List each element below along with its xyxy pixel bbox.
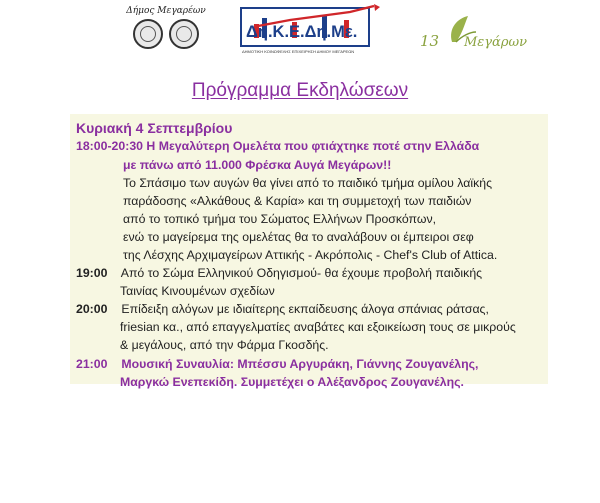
event-time: 20:00 xyxy=(76,302,108,316)
event-description: παράδοσης «Αλκάθους & Καρία» και τη συμμετοχή των παιδιών xyxy=(123,194,472,208)
dkedime-logo xyxy=(240,4,382,56)
municipality-caption: Δήμος Μεγαρέων xyxy=(126,6,206,16)
event-description: Ταινίας Κινουμένων σχεδίων xyxy=(120,284,275,298)
seal-icon xyxy=(169,19,199,49)
event-date: Κυριακή 4 Σεπτεμβρίου xyxy=(76,120,233,136)
event-row xyxy=(76,302,489,316)
event-row xyxy=(76,266,482,280)
municipality-logo xyxy=(125,6,207,54)
event-description: friesian κα., από επαγγελματίες αναβάτες και εξοικείωση τους σε μικρούς xyxy=(120,320,516,334)
event-headline xyxy=(76,139,479,153)
event-description: & μεγάλους, από την Φάρμα Γκοσδής. xyxy=(120,338,329,352)
festival-logo xyxy=(418,12,527,60)
event-description: Από το Σώμα Ελληνικού Οδηγισμού- θα έχουμε προβολή παιδικής xyxy=(120,266,483,280)
event-description: ενώ το μαγείρεμα της ομελέτας θα το αναλάβουν οι έμπειροι σεφ xyxy=(123,230,474,244)
event-time: 21:00 xyxy=(76,357,108,371)
event-headline-text: Η Μεγαλύτερη Ομελέτα που φτιάχτηκε ποτέ στην Ελλάδα xyxy=(146,139,480,153)
event-time: 19:00 xyxy=(76,266,108,280)
dkedime-logo-title: Δη.Κ.Ε.Δη.Με. xyxy=(246,23,358,41)
event-description: Το Σπάσιμο των αυγών θα γίνει από το παιδικό τμήμα ομίλου λαϊκής xyxy=(123,176,493,190)
event-headline-text: με πάνω από 11.000 Φρέσκα Αυγά Μεγάρων!! xyxy=(123,158,392,172)
event-headline-text: Μουσική Συναυλία: Μπέσσυ Αργυράκη, Γιάννης Ζουγανέλης, xyxy=(121,357,479,371)
event-time: 18:00-20:30 xyxy=(76,139,143,153)
festival-logo-text: Μεγάρων xyxy=(464,35,527,50)
event-headline-text: Μαργκώ Ενεπεκίδη. Συμμετέχει ο Αλέξανδρος Ζουγανέλης. xyxy=(120,375,464,389)
event-description: της Λέσχης Αρχιμαγείρων Αττικής - Ακρόπολις - Chef's Club of Attica. xyxy=(123,248,498,262)
dkedime-logo-subtitle: ΔΗΜΟΤΙΚΗ ΚΟΙΝΩΦΕΛΗΣ ΕΠΙΧΕΙΡΗΣΗ ΔΗΜΟΥ ΜΕΓΑΡΕΩΝ xyxy=(242,49,355,54)
seal-icon xyxy=(133,19,163,49)
event-description: Επίδειξη αλόγων με ιδιαίτερης εκπαίδευσης άλογα σπάνιας ράτσας, xyxy=(121,302,489,316)
festival-logo-number: 13 xyxy=(420,32,440,50)
event-headline xyxy=(76,357,478,371)
page-title: Πρόγραμμα Εκδηλώσεων xyxy=(191,80,409,101)
event-description: από το τοπικό τμήμα του Σώματος Ελλήνων Προσκόπων, xyxy=(123,212,437,226)
